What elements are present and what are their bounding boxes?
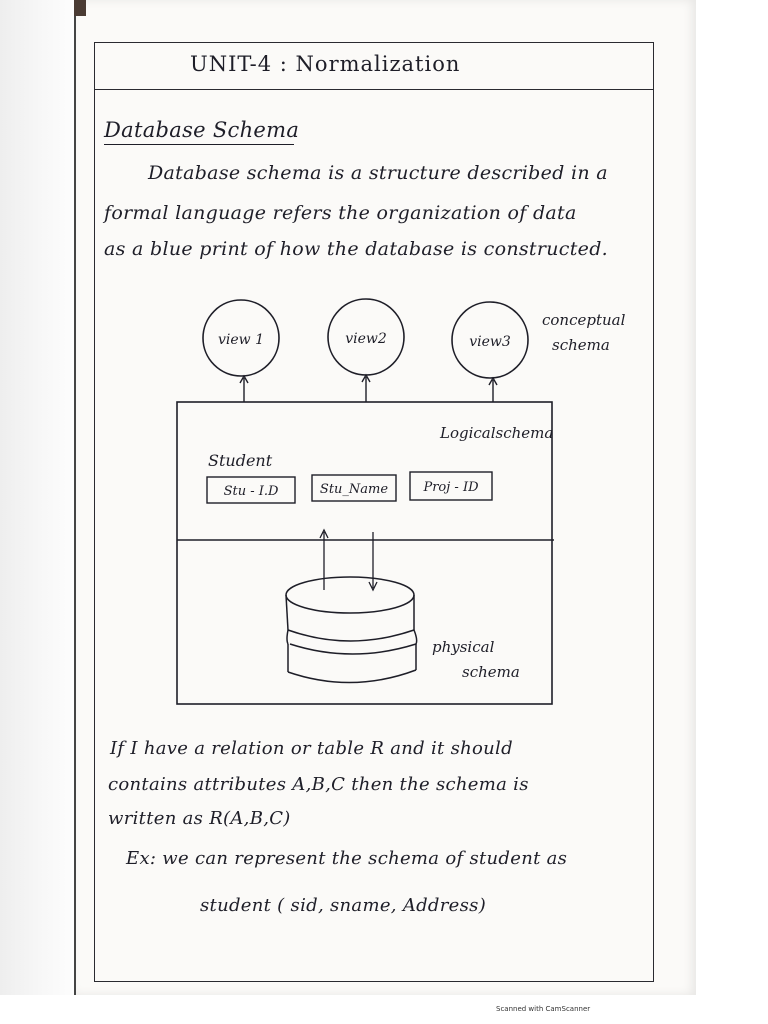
- attribute-box-3: [410, 472, 492, 500]
- example-line-1: Ex: we can represent the schema of student as: [126, 848, 568, 869]
- database-cylinder-icon: [286, 577, 417, 683]
- rule-line-3: written as R(A,B,C): [108, 808, 291, 829]
- view-label-1: view 1: [217, 332, 265, 348]
- logical-schema-label: Logicalschema: [440, 424, 554, 442]
- attribute-label-3: Proj - ID: [423, 480, 479, 495]
- view-label-3: view3: [469, 334, 511, 350]
- paragraph-line-1: Database schema is a structure described in a: [148, 162, 608, 184]
- scanner-watermark: Scanned with CamScanner: [496, 1005, 591, 1013]
- storage-arrows: [320, 530, 377, 590]
- view-circle-2: [328, 299, 404, 375]
- physical-label-line-2: schema: [462, 663, 520, 681]
- section-heading: Database Schema: [104, 118, 300, 142]
- view-circle-1: [203, 300, 279, 376]
- example-line-2: student ( sid, sname, Address): [200, 895, 487, 916]
- view-label-2: view2: [345, 331, 387, 347]
- conceptual-label-line-2: schema: [552, 336, 610, 354]
- attribute-box-2: [312, 475, 396, 501]
- paragraph-line-2: formal language refers the organization of data: [104, 202, 577, 224]
- paragraph-line-3: as a blue print of how the database is constructed.: [104, 238, 609, 260]
- schema-box: [177, 402, 552, 704]
- attribute-box-1: [207, 477, 295, 503]
- page-title: UNIT-4 : Normalization: [190, 52, 461, 76]
- view-arrows: [240, 375, 497, 402]
- conceptual-label-line-1: conceptual: [542, 311, 626, 329]
- attribute-label-2: Stu_Name: [319, 482, 389, 497]
- view-circle-3: [452, 302, 528, 378]
- table-name-label: Student: [208, 451, 273, 470]
- rule-line-2: contains attributes A,B,C then the schema is: [108, 774, 529, 795]
- physical-label-line-1: physical: [432, 638, 495, 656]
- rule-line-1: If I have a relation or table R and it should: [110, 738, 513, 759]
- attribute-label-1: Stu - I.D: [223, 484, 279, 499]
